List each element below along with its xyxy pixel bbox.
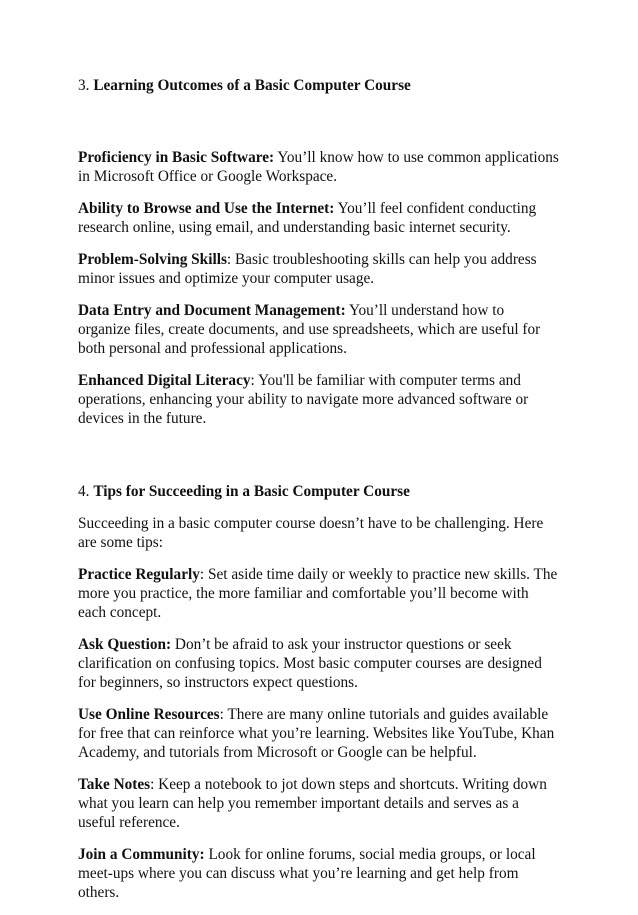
outcome-text: You’ll understand how to organize files, create documents, and use spreadsheets, which are useful for both personal and professional applications. bbox=[78, 302, 541, 357]
outcome-item bbox=[78, 250, 560, 288]
tip-term: Use Online Resources bbox=[78, 706, 220, 723]
outcome-text: : You'll be familiar with computer terms and operations, enhancing your ability to navigate more advanced software or devices in the future. bbox=[78, 372, 529, 427]
outcome-term: Problem-Solving Skills bbox=[78, 251, 227, 268]
outcome-term: Data Entry and Document Management: bbox=[78, 302, 346, 319]
tip-term: Practice Regularly bbox=[78, 566, 200, 583]
tip-text: Look for online forums, social media groups, or local meet-ups where you can discuss what you’re learning and get help from others. bbox=[78, 846, 536, 901]
tip-item bbox=[78, 705, 560, 762]
document-page bbox=[78, 76, 560, 915]
tip-text: : There are many online tutorials and guides available for free that can reinforce what you’re learning. Websites like YouTube, Khan Academy, and tutorials from Microsoft or Google can be helpful. bbox=[78, 706, 555, 761]
section-4-items bbox=[78, 514, 560, 902]
outcome-text: You’ll feel confident conducting research online, using email, and understanding basic internet security. bbox=[78, 200, 537, 236]
tip-text: : Keep a notebook to jot down steps and shortcuts. Writing down what you learn can help you remember important details and serves as a useful reference. bbox=[78, 776, 547, 831]
tip-item bbox=[78, 845, 560, 902]
tip-item bbox=[78, 775, 560, 832]
section-3-title: Learning Outcomes of a Basic Computer Course bbox=[93, 77, 411, 94]
section-4-title: Tips for Succeeding in a Basic Computer Course bbox=[93, 483, 410, 500]
outcome-item bbox=[78, 199, 560, 237]
section-3-items bbox=[78, 148, 560, 428]
section-3-heading bbox=[78, 76, 560, 95]
tip-text: : Set aside time daily or weekly to practice new skills. The more you practice, the more familiar and comfortable you’ll become with each concept. bbox=[78, 566, 558, 621]
outcome-term: Proficiency in Basic Software: bbox=[78, 149, 275, 166]
outcome-item bbox=[78, 301, 560, 358]
outcome-item bbox=[78, 371, 560, 428]
section-4-heading bbox=[78, 482, 560, 501]
section-4-intro: Succeeding in a basic computer course doesn’t have to be challenging. Here are some tips: bbox=[78, 515, 544, 551]
outcome-term: Enhanced Digital Literacy bbox=[78, 372, 251, 389]
outcome-term: Ability to Browse and Use the Internet: bbox=[78, 200, 335, 217]
outcome-text: You’ll know how to use common applications in Microsoft Office or Google Workspace. bbox=[78, 149, 559, 185]
tip-term: Ask Question: bbox=[78, 636, 172, 653]
section-3-number: 3. bbox=[78, 77, 90, 94]
outcome-text: : Basic troubleshooting skills can help you address minor issues and optimize your computer usage. bbox=[78, 251, 537, 287]
outcome-item bbox=[78, 148, 560, 186]
tip-item bbox=[78, 565, 560, 622]
tip-term: Join a Community: bbox=[78, 846, 205, 863]
section-4-number: 4. bbox=[78, 483, 90, 500]
tip-term: Take Notes bbox=[78, 776, 151, 793]
tip-text: Don’t be afraid to ask your instructor questions or seek clarification on confusing topics. Most basic computer courses are designed for beginners, so instructors expect questions. bbox=[78, 636, 542, 691]
tip-item bbox=[78, 635, 560, 692]
